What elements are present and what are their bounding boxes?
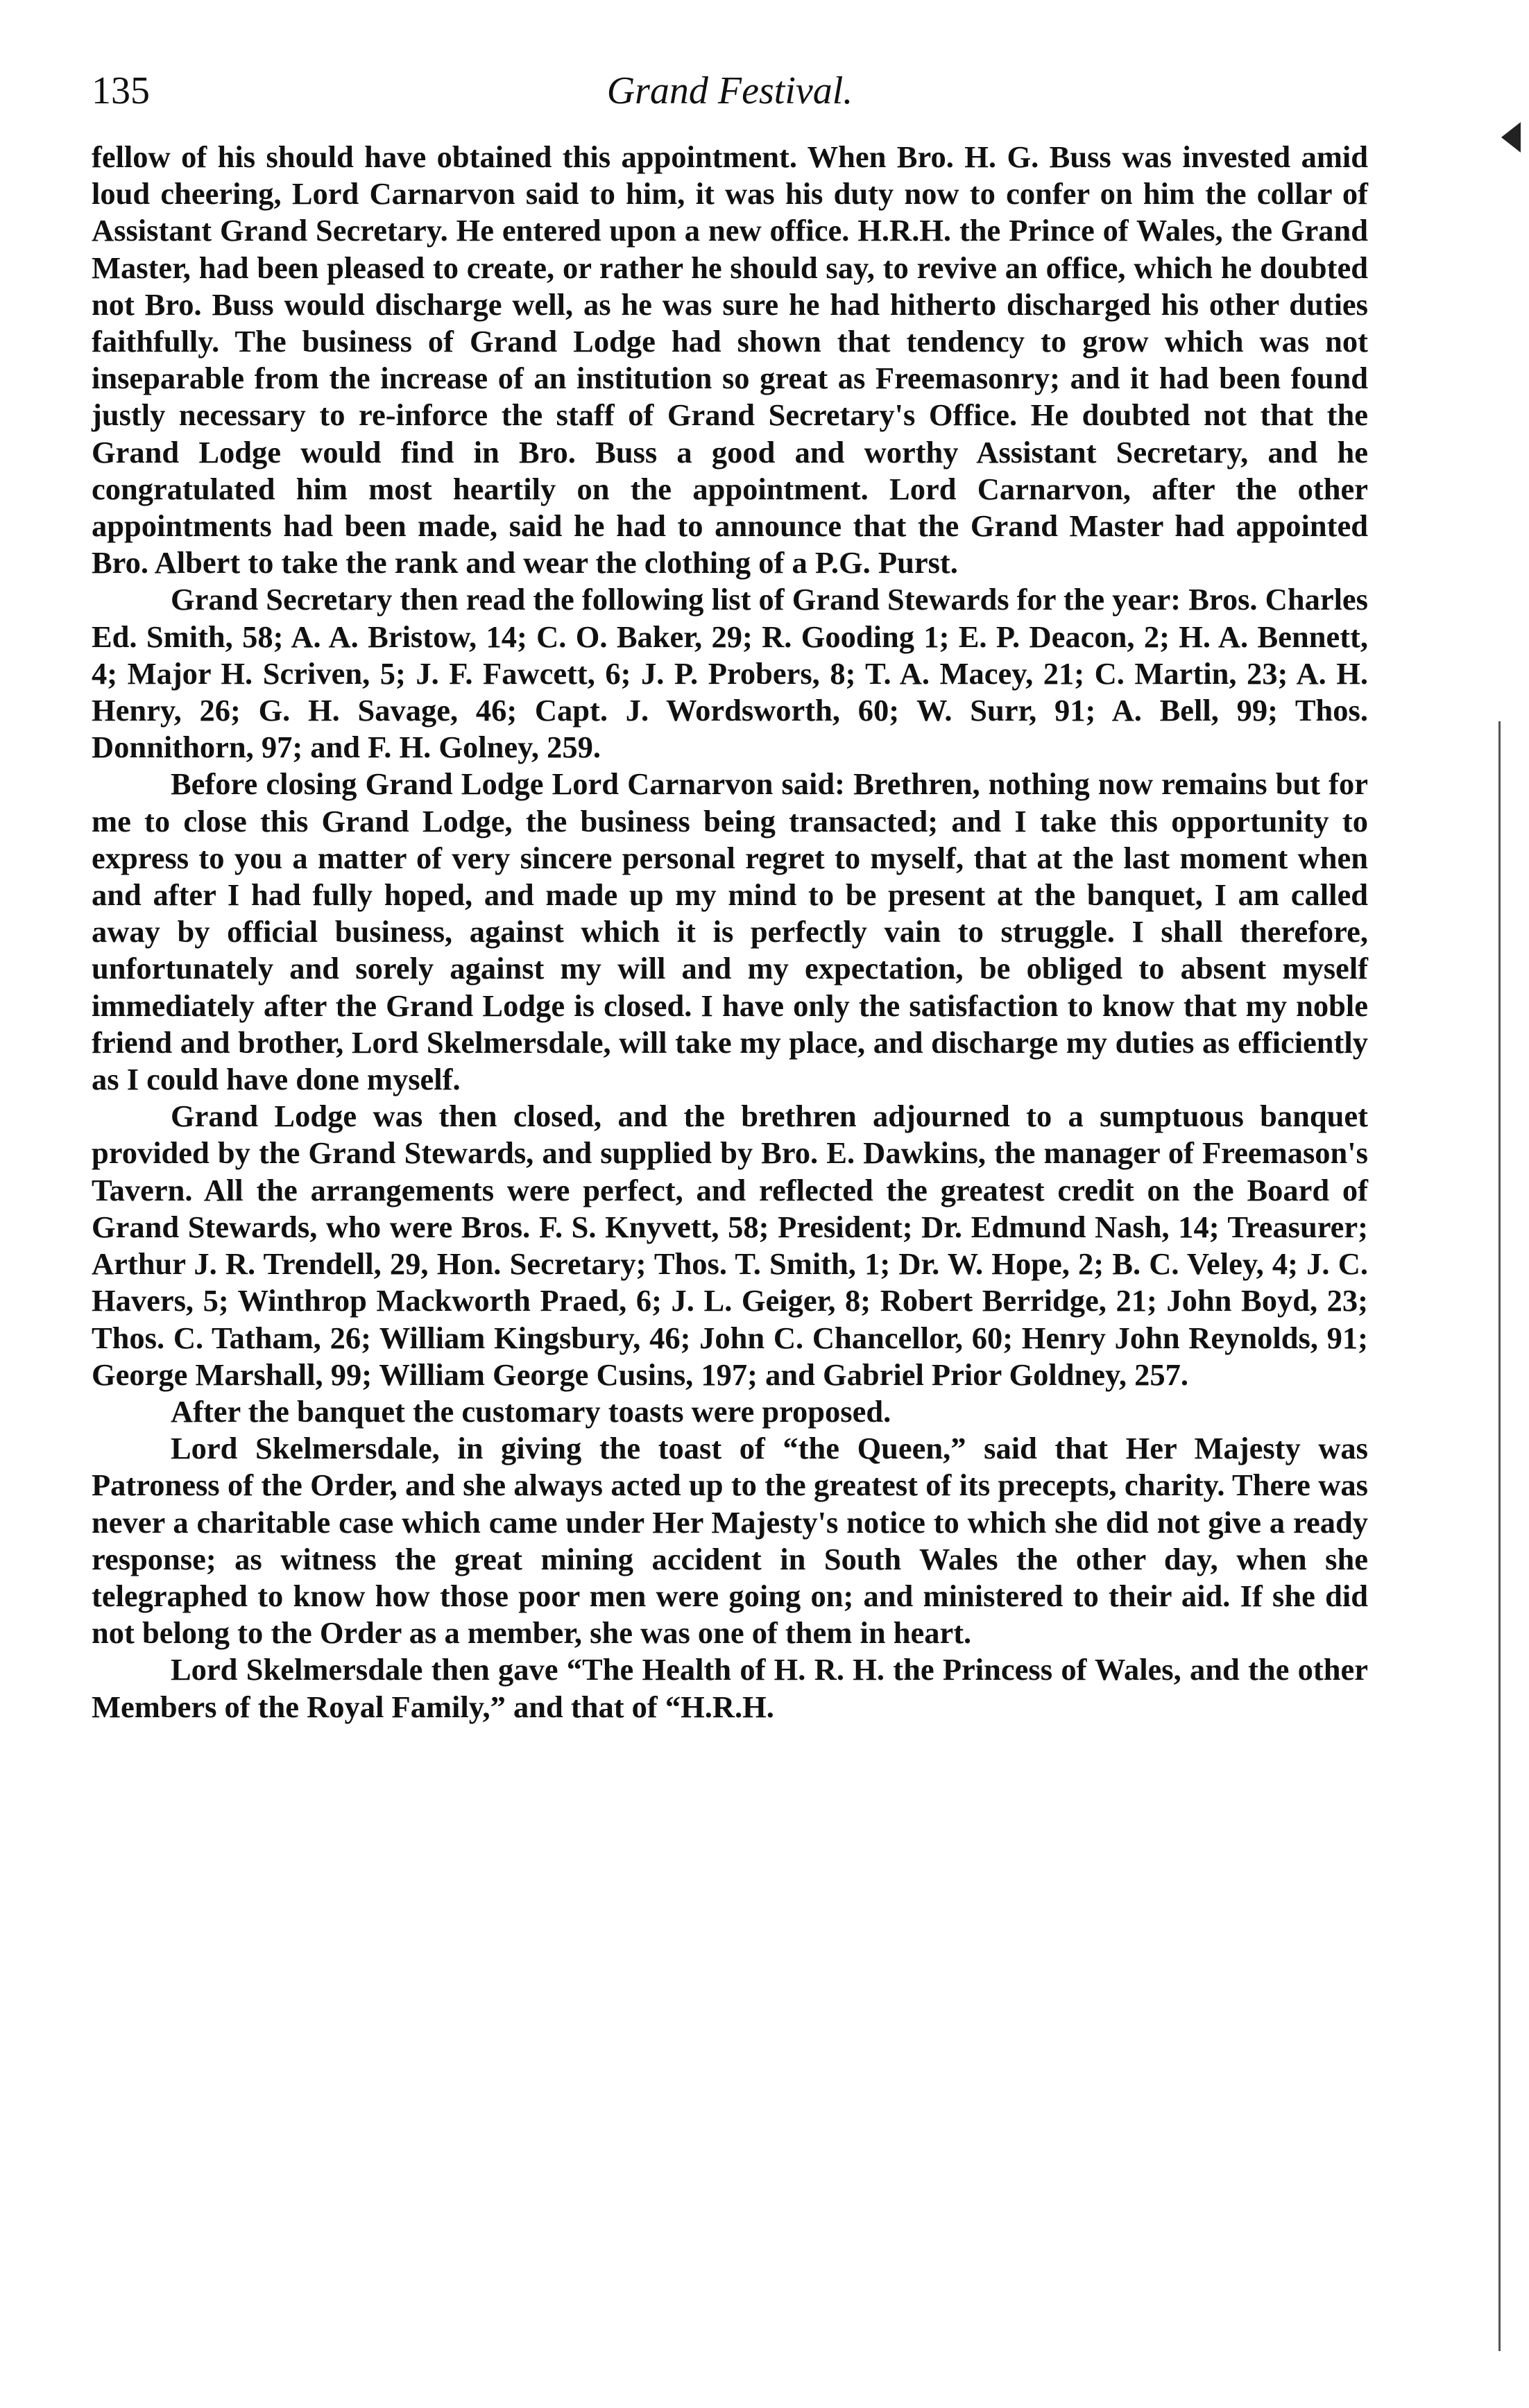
paragraph-toasts: After the banquet the customary toasts were proposed. — [171, 1393, 891, 1429]
paragraph-grand-stewards-list: Grand Secretary then read the following list of Grand Stewards for the year: Bros. Charles Ed. Smith, 58; A. A. Bristow, 14; C. O. Baker, 29; R. Gooding 1; E. P. Deacon, 2; H. A. Bennett, 4; Major H. Scriven, 5; J. F. Fawcett, 6; J. P. Probers, 8; T. A. Macey, 21; C. Martin, 23; A. H. Henry, 26; G. H. Savage, 46; Capt. J. Wordsworth, 60; W. Surr, 91; A. Bell, 99; Thos. Donnithorn, 97; and F. H. Golney, 259. — [92, 582, 1368, 765]
page-edge-rule — [1498, 721, 1501, 2351]
page-body — [92, 139, 1368, 1726]
page-edge-mark — [1501, 122, 1521, 153]
paragraph-buss-appointment: fellow of his should have obtained this appointment. When Bro. H. G. Buss was invested amid loud cheering, Lord Carnarvon said to him, it was his duty now to confer on him the collar of Assistant Grand Secretary. He entered upon a new office. H.R.H. the Prince of Wales, the Grand Master, had been pleased to create, or rather he should say, to revive an office, which he doubted not Bro. Buss would discharge well, as he was sure he had hitherto discharged his other duties faithfully. The business of Grand Lodge had shown that tendency to grow which was not inseparable from the increase of an institution so great as Freemasonry; and it had been found justly necessary to re-inforce the staff of Grand Secretary's Office. He doubted not that the Grand Lodge would find in Bro. Buss a good and worthy Assistant Secretary, and he congratulated him most heartily on the appointment. Lord Carnarvon, after the other appointments had been made, said he had to announce that the Grand Master had appointed Bro. Albert to take the rank and wear the clothing of a P.G. Purst. — [92, 139, 1368, 580]
running-title: Grand Festival. — [606, 69, 853, 112]
paragraph-queen-toast: Lord Skelmersdale, in giving the toast of “the Queen,” said that Her Majesty was Patroness of the Order, and she always acted up to the greatest of its precepts, charity. There was never a charitable case which came under Her Majesty's notice to which she did not give a ready response; as witness the great mining accident in South Wales the other day, when she telegraphed to know how those poor men were going on; and ministered to their aid. If she did not belong to the Order as a member, she was one of them in heart. — [92, 1431, 1368, 1651]
paragraph-royal-family-toast: Lord Skelmersdale then gave “The Health of H. R. H. the Princess of Wales, and the other Members of the Royal Family,” and that of “H.R.H. — [92, 1652, 1368, 1724]
page-number: 135 — [92, 69, 150, 112]
page-header — [92, 67, 1368, 129]
paragraph-banquet: Grand Lodge was then closed, and the brethren adjourned to a sumptuous banquet provided by the Grand Stewards, and supplied by Bro. E. Dawkins, the manager of Freemason's Tavern. All the arrangements were perfect, and reflected the greatest credit on the Board of Grand Stewards, who were Bros. F. S. Knyvett, 58; President; Dr. Edmund Nash, 14; Treasurer; Arthur J. R. Trendell, 29, Hon. Secretary; Thos. T. Smith, 1; Dr. W. Hope, 2; B. C. Veley, 4; J. C. Havers, 5; Winthrop Mackworth Praed, 6; J. L. Geiger, 8; Robert Berridge, 21; John Boyd, 23; Thos. C. Tatham, 26; William Kingsbury, 46; John C. Chancellor, 60; Henry John Reynolds, 91; George Marshall, 99; William George Cusins, 197; and Gabriel Prior Goldney, 257. — [92, 1099, 1368, 1392]
paragraph-closing-speech: Before closing Grand Lodge Lord Carnarvon said: Brethren, nothing now remains but for me to close this Grand Lodge, the business being transacted; and I take this opportunity to express to you a matter of very sincere personal regret to myself, that at the last moment when and after I had fully hoped, and made up my mind to be present at the banquet, I am called away by official business, against which it is perfectly vain to struggle. I shall therefore, unfortunately and sorely against my will and my expectation, be obliged to absent myself immediately after the Grand Lodge is closed. I have only the satisfaction to know that my noble friend and brother, Lord Skelmersdale, will take my place, and discharge my duties as efficiently as I could have done myself. — [92, 766, 1368, 1097]
